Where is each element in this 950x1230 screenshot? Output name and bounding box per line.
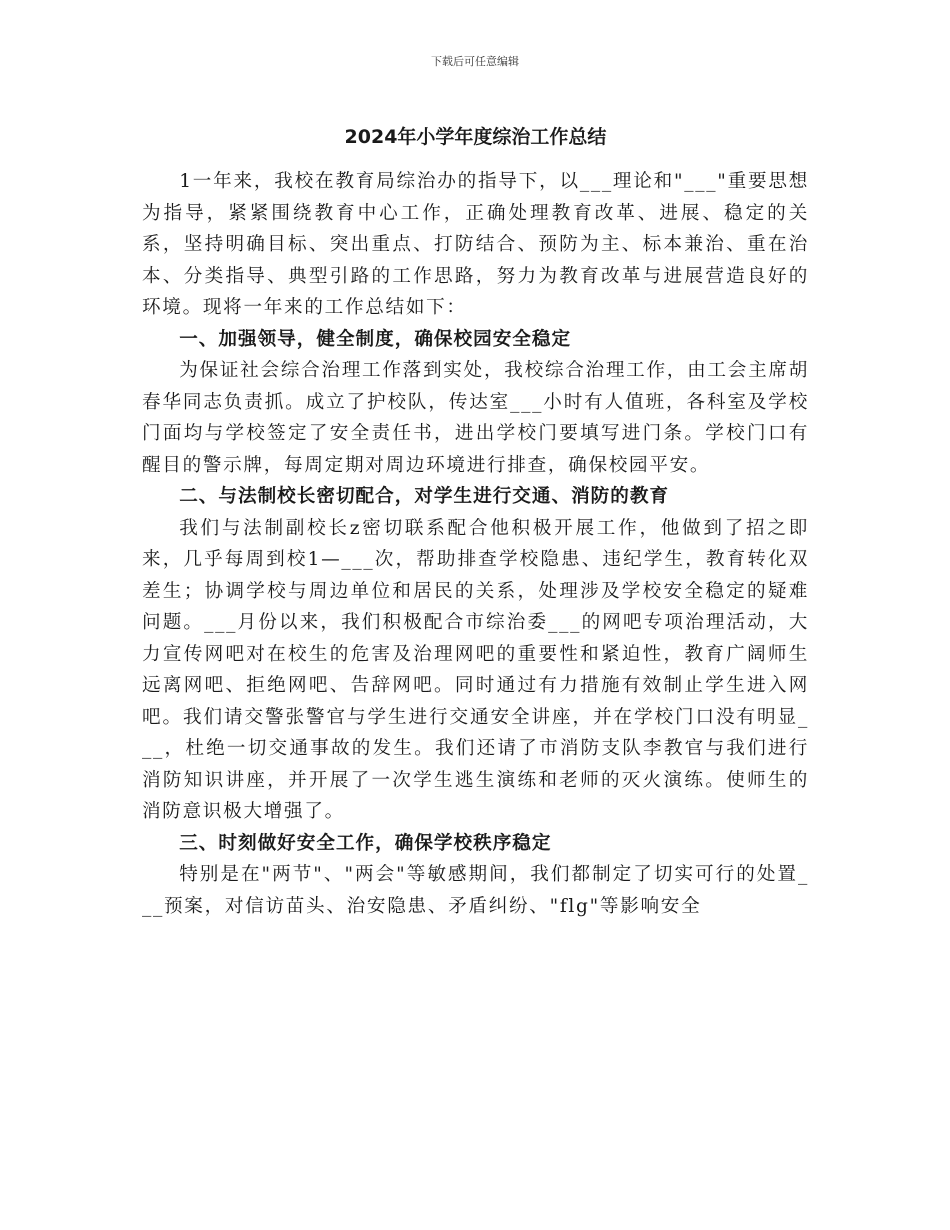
header-note: 下载后可任意编辑: [431, 55, 519, 68]
section-heading-3: 三、时刻做好安全工作，确保学校秩序稳定: [179, 832, 552, 854]
section-heading-1: 一、加强领导，健全制度，确保校园安全稳定: [179, 328, 572, 350]
intro-paragraph: 1一年来，我校在教育局综治办的指导下，以___理论和"___"重要思想为指导，紧紧围绕教育中心工作，正确处理教育改革、进展、稳定的关系，坚持明确目标、突出重点、打防结合、预防为主、标本兼治、重在治本、分类指导、典型引路的工作思路，努力为教育改革与进展营造良好的环境。现将一年来的工作总结如下：: [142, 171, 809, 318]
section-3-paragraph: 特别是在"两节"、"两会"等敏感期间，我们都制定了切实可行的处置___预案，对信访苗头、治安隐患、矛盾纠纷、"flg"等影响安全: [142, 864, 809, 917]
document-title: 2024年小学年度综治工作总结: [344, 126, 607, 148]
section-1-paragraph: 为保证社会综合治理工作落到实处，我校综合治理工作，由工会主席胡春华同志负责抓。成立了护校队，传达室___小时有人值班，各科室及学校门面均与学校签定了安全责任书，进出学校门要填写进门条。学校门口有醒目的警示牌，每周定期对周边环境进行排查，确保校园平安。: [142, 360, 809, 476]
section-2-paragraph: 我们与法制副校长z密切联系配合他积极开展工作，他做到了招之即来，几乎每周到校1—___次，帮助排查学校隐患、违纪学生，教育转化双差生；协调学校与周边单位和居民的关系，处理涉及学校安全稳定的疑难问题。___月份以来，我们积极配合市综治委___的网吧专项治理活动，大力宣传网吧对在校生的危害及治理网吧的重要性和紧迫性，教育广阔师生远离网吧、拒绝网吧、告辞网吧。同时通过有力措施有效制止学生进入网吧。我们请交警张警官与学生进行交通安全讲座，并在学校门口没有明显___，杜绝一切交通事故的发生。我们还请了市消防支队李教官与我们进行消防知识讲座，并开展了一次学生逃生演练和老师的灭火演练。使师生的消防意识极大增强了。: [142, 517, 809, 822]
section-heading-2: 二、与法制校长密切配合，对学生进行交通、消防的教育: [179, 486, 670, 507]
document-body: [142, 122, 809, 922]
